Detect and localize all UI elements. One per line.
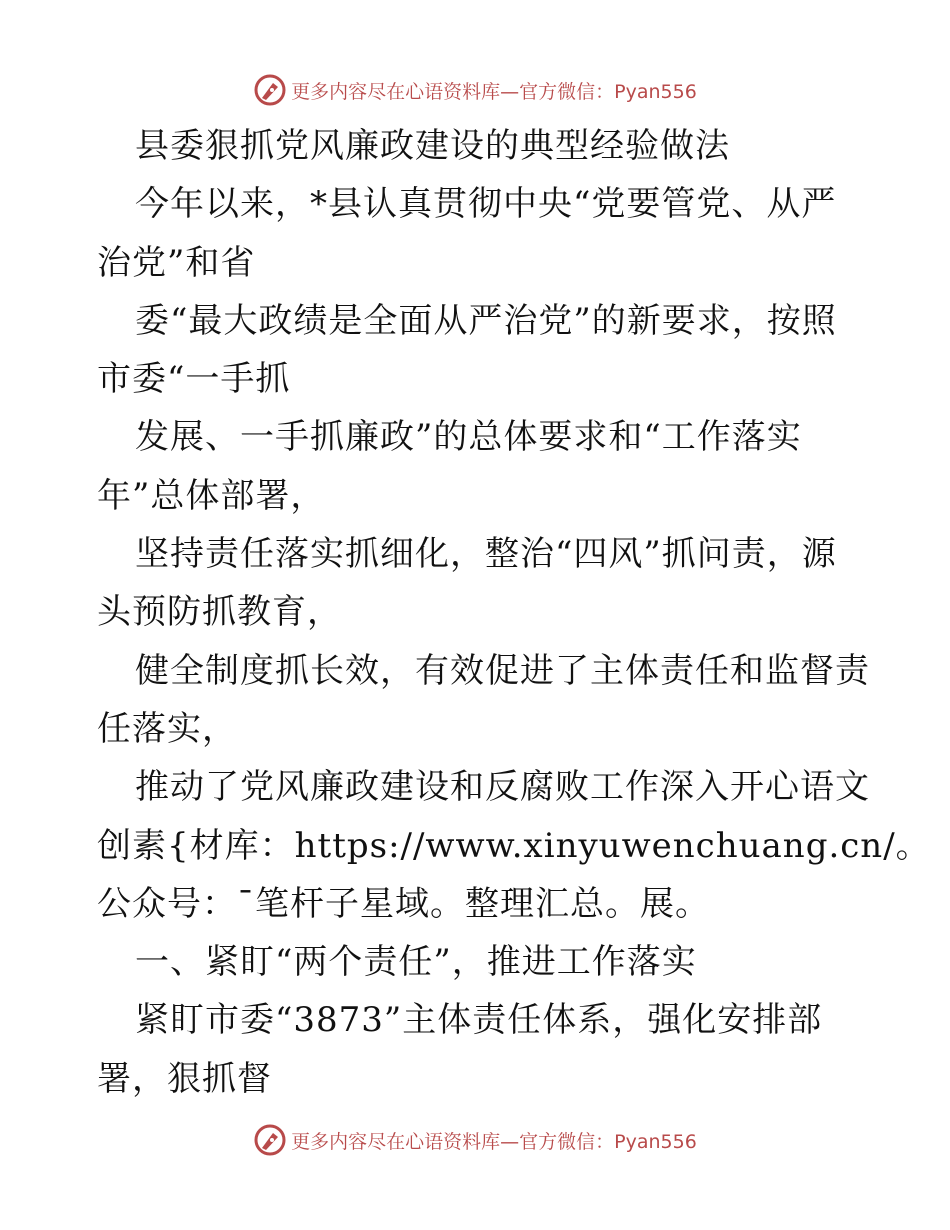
paragraph-line: 紧盯市委“3873”主体责任体系，强化安排部 bbox=[135, 1000, 823, 1041]
footer-watermark bbox=[0, 1120, 950, 1160]
paragraph-line: 任落实， bbox=[97, 708, 237, 749]
paragraph-line: 公众号：¯笔杆子星域。整理汇总。展。 bbox=[97, 883, 710, 924]
header-watermark bbox=[0, 70, 950, 110]
paragraph-line: 委“最大政绩是全面从严治党”的新要求，按照 bbox=[135, 300, 837, 341]
watermark-text: 更多内容尽在心语资料库—官方微信：Pyan556 bbox=[291, 1130, 697, 1153]
paragraph-line: 创素{材库：https://www.xinyuwenchuang.cn/。 bbox=[97, 825, 931, 866]
pen-nib-circle-icon bbox=[253, 73, 287, 107]
paragraph-line: 坚持责任落实抓细化，整治“四风”抓问责，源 bbox=[135, 534, 837, 575]
document-title: 县委狠抓党风廉政建设的典型经验做法 bbox=[135, 126, 730, 166]
paragraph-line: 署，狠抓督 bbox=[97, 1058, 272, 1099]
watermark-text: 更多内容尽在心语资料库—官方微信：Pyan556 bbox=[291, 80, 697, 103]
paragraph-line: 今年以来，*县认真贯彻中央“党要管党、从严 bbox=[135, 184, 837, 225]
paragraph-line: 健全制度抓长效，有效促进了主体责任和监督责 bbox=[135, 650, 870, 691]
pen-nib-circle-icon bbox=[253, 1123, 287, 1157]
document-body bbox=[97, 117, 931, 1108]
paragraph-line: 年”总体部署， bbox=[97, 475, 326, 516]
paragraph-line: 头预防抓教育， bbox=[97, 592, 342, 633]
section-heading: 一、紧盯“两个责任”，推进工作落实 bbox=[135, 942, 697, 983]
paragraph-line: 治党”和省 bbox=[97, 242, 256, 283]
paragraph-line: 市委“一手抓 bbox=[97, 359, 291, 400]
paragraph-line: 推动了党风廉政建设和反腐败工作深入开心语文 bbox=[135, 767, 870, 808]
paragraph-line: 发展、一手抓廉政”的总体要求和“工作落实 bbox=[135, 417, 802, 458]
